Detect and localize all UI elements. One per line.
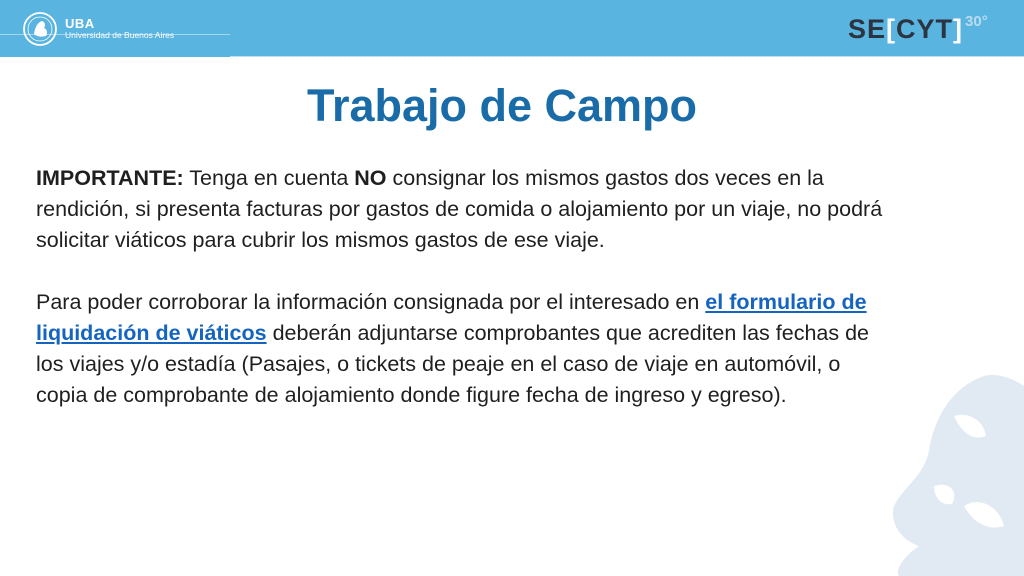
secyt-logo [848,14,988,44]
corroborate-text-1: Para poder corroborar la información consignada por el interesado en [36,290,706,314]
uba-wordmark [65,17,174,41]
secyt-bracket-close: ] [953,14,964,44]
uba-subtitle: Universidad de Buenos Aires [65,30,175,41]
secyt-wordmark [848,14,963,44]
secyt-anniversary: 30° [965,13,988,30]
slide-body [36,163,896,411]
important-label: IMPORTANTE: [36,166,184,190]
header-underline [230,56,1024,57]
uba-seal-icon [23,12,57,46]
important-emphasis: NO [354,166,387,190]
secyt-mid: CYT [896,14,954,44]
secyt-bracket-open: [ [886,14,897,44]
uba-name: UBA [65,16,95,32]
slide-title: Trabajo de Campo [306,80,698,131]
important-text-2: consignar los mismos gastos dos veces en la rendición, si presenta facturas por gastos de comida o alojamiento por un viaje, no podrá solicitar viáticos para cubrir los mismos gastos de ese viaje. [36,166,883,252]
secyt-left: SE [848,14,887,44]
corroborate-paragraph [36,287,896,411]
uba-logo [23,11,174,47]
liquidation-form-link[interactable]: el formulario de liquidación de viáticos [36,290,867,345]
important-text-1: Tenga en cuenta [183,166,355,190]
important-paragraph [36,163,896,256]
corroborate-text-2: deberán adjuntarse comprobantes que acrediten las fechas de los viajes y/o estadía (Pasajes, o tickets de peaje en el caso de viaje en automóvil, o copia de comprobante de alojamiento donde figure fecha de ingreso y egreso). [36,321,869,407]
